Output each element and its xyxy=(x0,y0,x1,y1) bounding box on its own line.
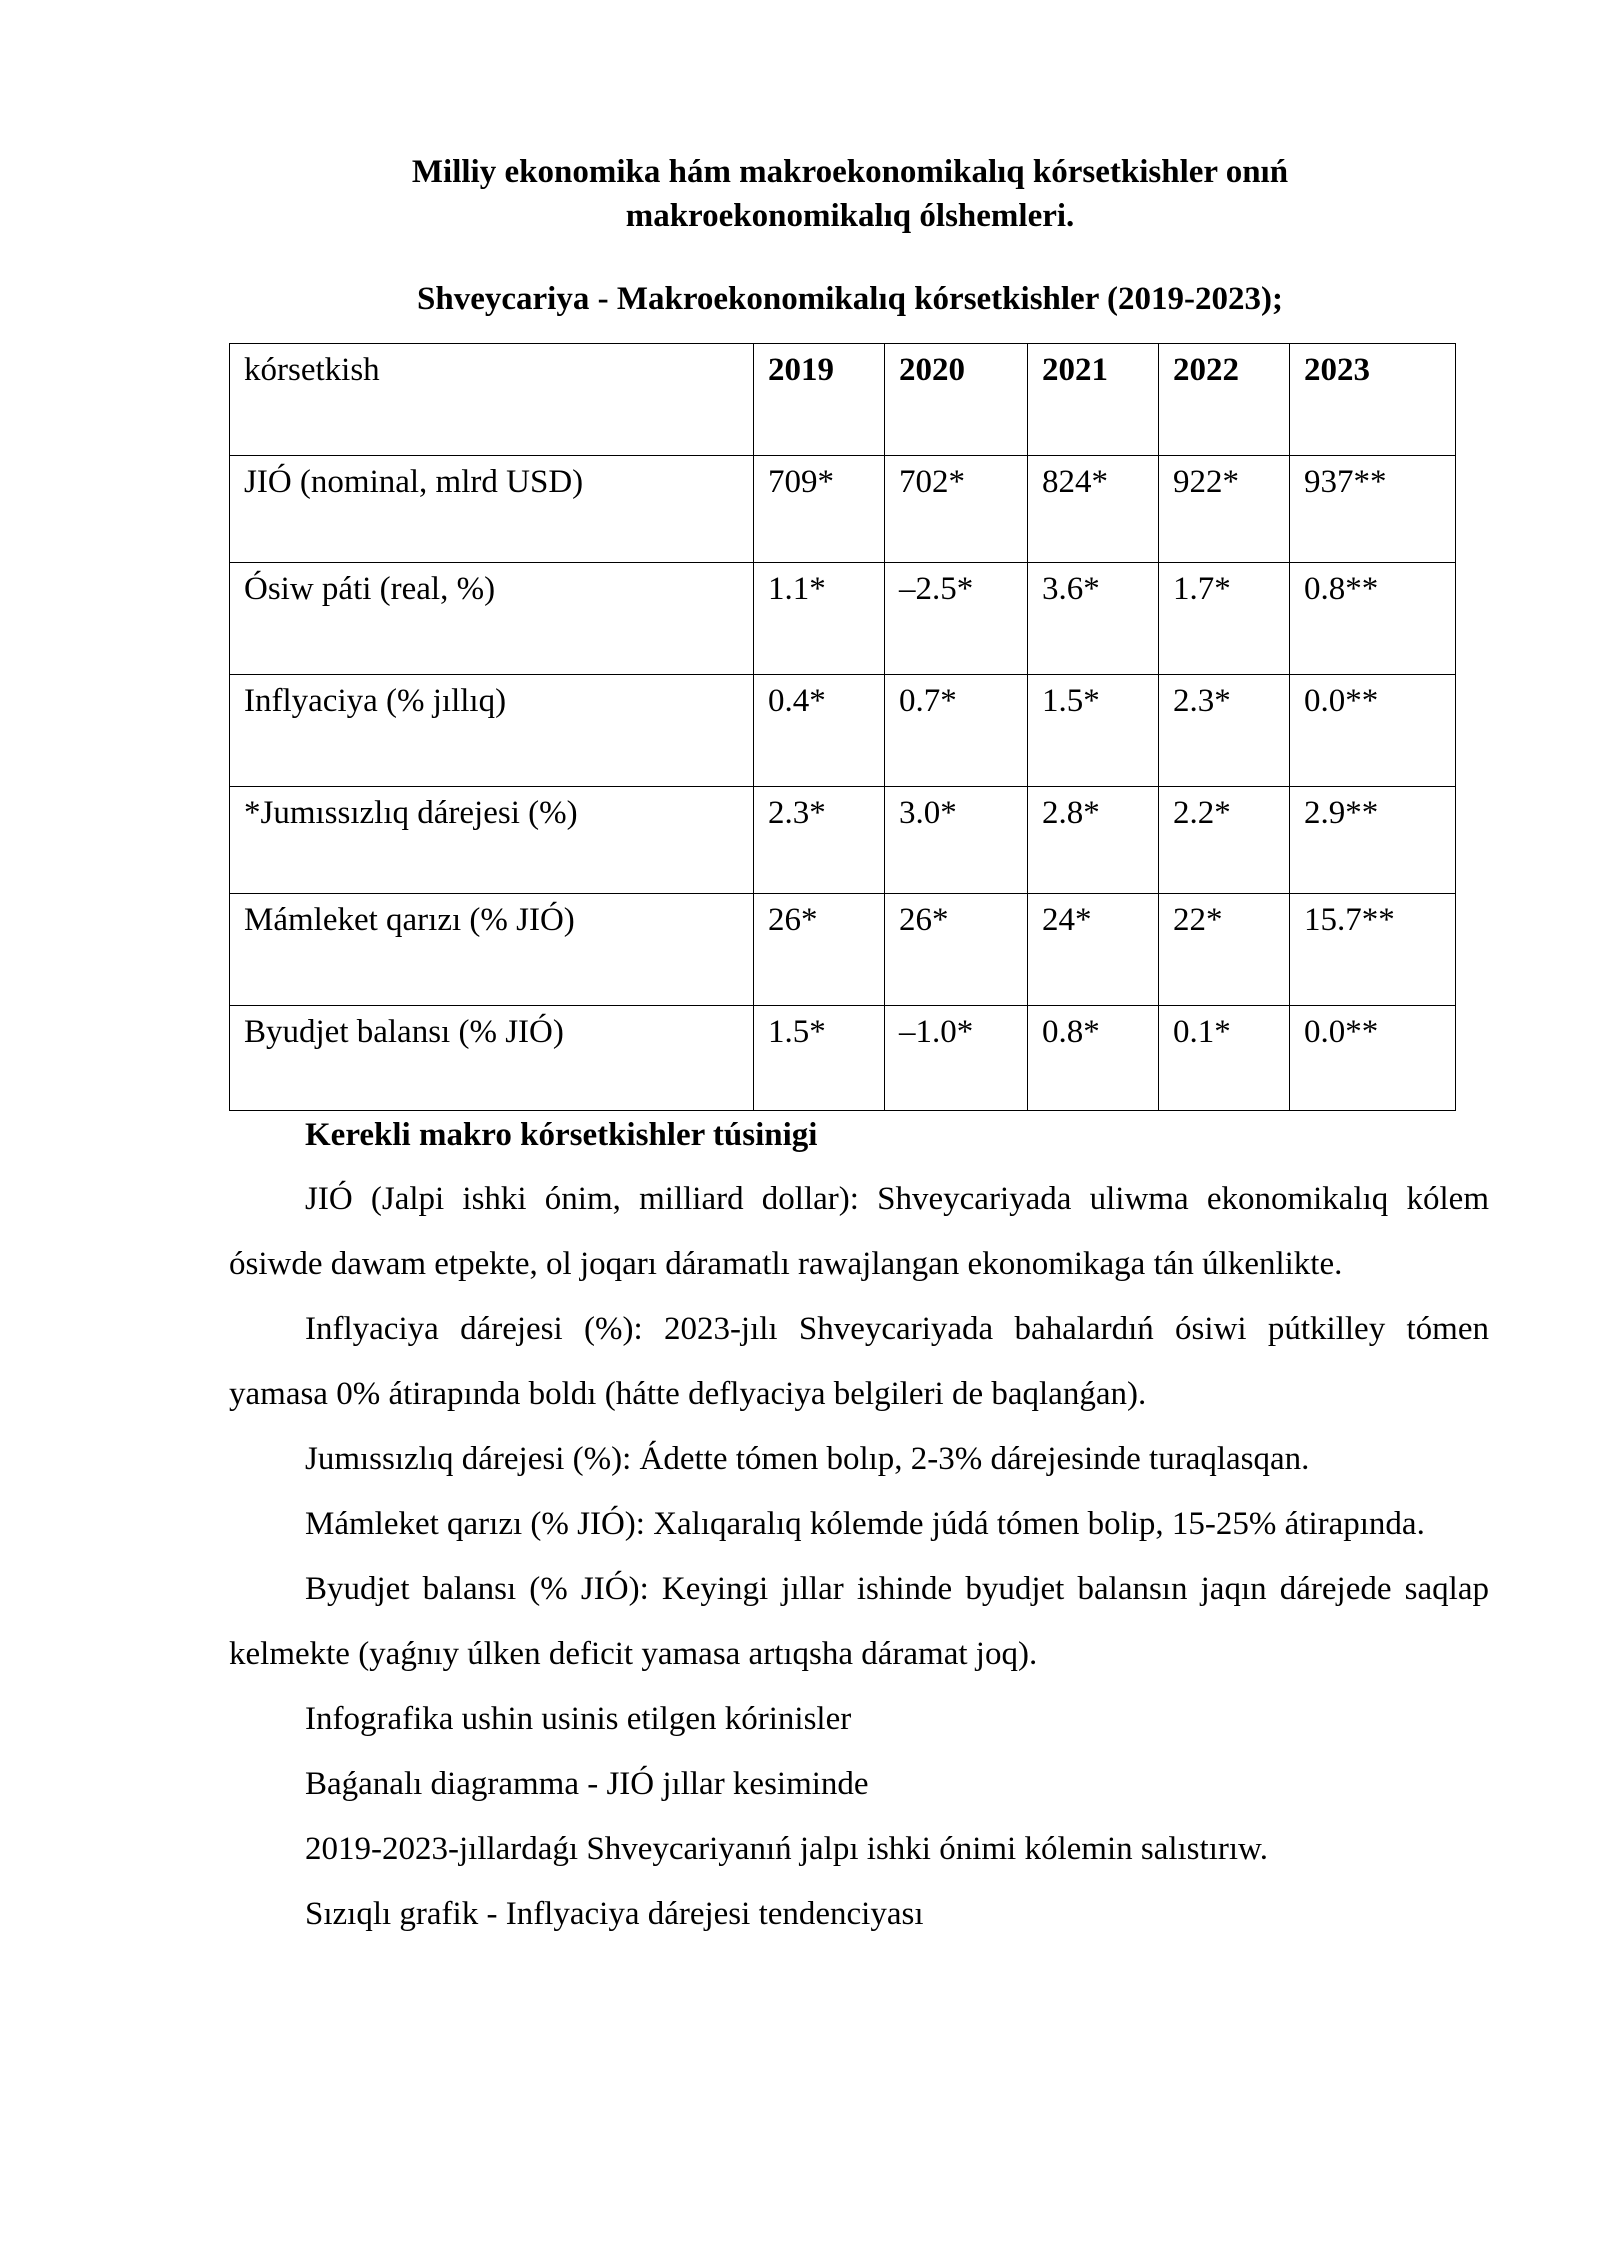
row-label: Mámleket qarızı (% JIÓ) xyxy=(230,894,754,1006)
header-cell-year: 2022 xyxy=(1159,344,1290,456)
table-cell: 709* xyxy=(754,456,885,563)
header-cell-year: 2020 xyxy=(885,344,1028,456)
paragraph-bar-chart: Baǵanalı diagramma - JIÓ jıllar kesiminde xyxy=(305,1766,869,1802)
table-cell: 2.3* xyxy=(1159,675,1290,787)
document-title xyxy=(300,150,1400,238)
table-cell: 0.0** xyxy=(1290,675,1456,787)
paragraph-gdp-comparison: 2019-2023-jıllardaǵı Shveycariyanıń jalpı ishki ónimi kólemin salıstırıw. xyxy=(305,1831,1268,1867)
table-cell: 824* xyxy=(1028,456,1159,563)
table-row xyxy=(230,1006,1456,1111)
section-heading: Kerekli makro kórsetkishler túsinigi xyxy=(305,1117,818,1153)
title-line-2: makroekonomikalıq ólshemleri. xyxy=(625,198,1075,234)
table-row xyxy=(230,675,1456,787)
table-cell: 2.2* xyxy=(1159,787,1290,894)
table-cell: 3.0* xyxy=(885,787,1028,894)
table-header-row xyxy=(230,344,1456,456)
table-cell: 3.6* xyxy=(1028,563,1159,675)
table-cell: 0.8** xyxy=(1290,563,1456,675)
paragraph-line-chart: Sızıqlı grafik - Inflyaciya dárejesi tendenciyası xyxy=(305,1896,924,1932)
table-cell: 22* xyxy=(1159,894,1290,1006)
header-cell-year: 2021 xyxy=(1028,344,1159,456)
table-cell: 702* xyxy=(885,456,1028,563)
table-cell: 2.3* xyxy=(754,787,885,894)
table-cell: 0.1* xyxy=(1159,1006,1290,1111)
title-line-1: Milliy ekonomika hám makroekonomikalıq kórsetkishler onıń xyxy=(411,154,1289,190)
paragraph-gdp: JIÓ (Jalpi ishki ónim, milliard dollar): Shveycariyada uliwma ekonomikalıq kólem ósiwde dawam etpekte, ol joqarı dáramatlı rawajlangan ekonomikaga tán úlkenlikte. xyxy=(229,1181,1489,1282)
table-cell: 0.4* xyxy=(754,675,885,787)
table-cell: 24* xyxy=(1028,894,1159,1006)
table-cell: 26* xyxy=(754,894,885,1006)
paragraph-infographic-intro: Infografika ushin usinis etilgen kórinisler xyxy=(305,1701,852,1737)
table-cell: 1.7* xyxy=(1159,563,1290,675)
table-row xyxy=(230,787,1456,894)
table-cell: 0.0** xyxy=(1290,1006,1456,1111)
table-cell: 1.1* xyxy=(754,563,885,675)
table-row xyxy=(230,563,1456,675)
table-cell: 1.5* xyxy=(754,1006,885,1111)
header-cell-indicator: kórsetkish xyxy=(230,344,754,456)
row-label: Inflyaciya (% jıllıq) xyxy=(230,675,754,787)
header-cell-year: 2023 xyxy=(1290,344,1456,456)
table-cell: 0.7* xyxy=(885,675,1028,787)
table-cell: 2.9** xyxy=(1290,787,1456,894)
indicators-table xyxy=(229,343,1456,1111)
table-cell: –2.5* xyxy=(885,563,1028,675)
table-cell: 1.5* xyxy=(1028,675,1159,787)
row-label: JIÓ (nominal, mlrd USD) xyxy=(230,456,754,563)
paragraph-unemployment: Jumıssızlıq dárejesi (%): Ádette tómen bolıp, 2-3% dárejesinde turaqlasqan. xyxy=(305,1441,1310,1477)
table-cell: 15.7** xyxy=(1290,894,1456,1006)
table-cell: –1.0* xyxy=(885,1006,1028,1111)
table-cell: 937** xyxy=(1290,456,1456,563)
paragraph-inflation: Inflyaciya dárejesi (%): 2023-jılı Shveycariyada bahalardıń ósiwi pútkilley tómen yamasa 0% átirapında boldı (hátte deflyaciya belgileri de baqlanǵan). xyxy=(229,1311,1489,1412)
row-label: *Jumıssızlıq dárejesi (%) xyxy=(230,787,754,894)
header-cell-year: 2019 xyxy=(754,344,885,456)
row-label: Ósiw páti (real, %) xyxy=(230,563,754,675)
table-row xyxy=(230,894,1456,1006)
paragraph-budget-balance: Byudjet balansı (% JIÓ): Keyingi jıllar ishinde byudjet balansın jaqın dárejede saqlap kelmekte (yaǵnıy úlken deficit yamasa artıqsha dáramat joq). xyxy=(229,1571,1489,1672)
row-label: Byudjet balansı (% JIÓ) xyxy=(230,1006,754,1111)
table-cell: 26* xyxy=(885,894,1028,1006)
body-text xyxy=(229,1108,1489,1947)
table-cell: 0.8* xyxy=(1028,1006,1159,1111)
paragraph-public-debt: Mámleket qarızı (% JIÓ): Xalıqaralıq kólemde júdá tómen bolip, 15-25% átirapında. xyxy=(305,1506,1425,1542)
table-caption: Shveycariya - Makroekonomikalıq kórsetkishler (2019-2023); xyxy=(417,281,1283,317)
table-row xyxy=(230,456,1456,563)
table-cell: 922* xyxy=(1159,456,1290,563)
table-cell: 2.8* xyxy=(1028,787,1159,894)
